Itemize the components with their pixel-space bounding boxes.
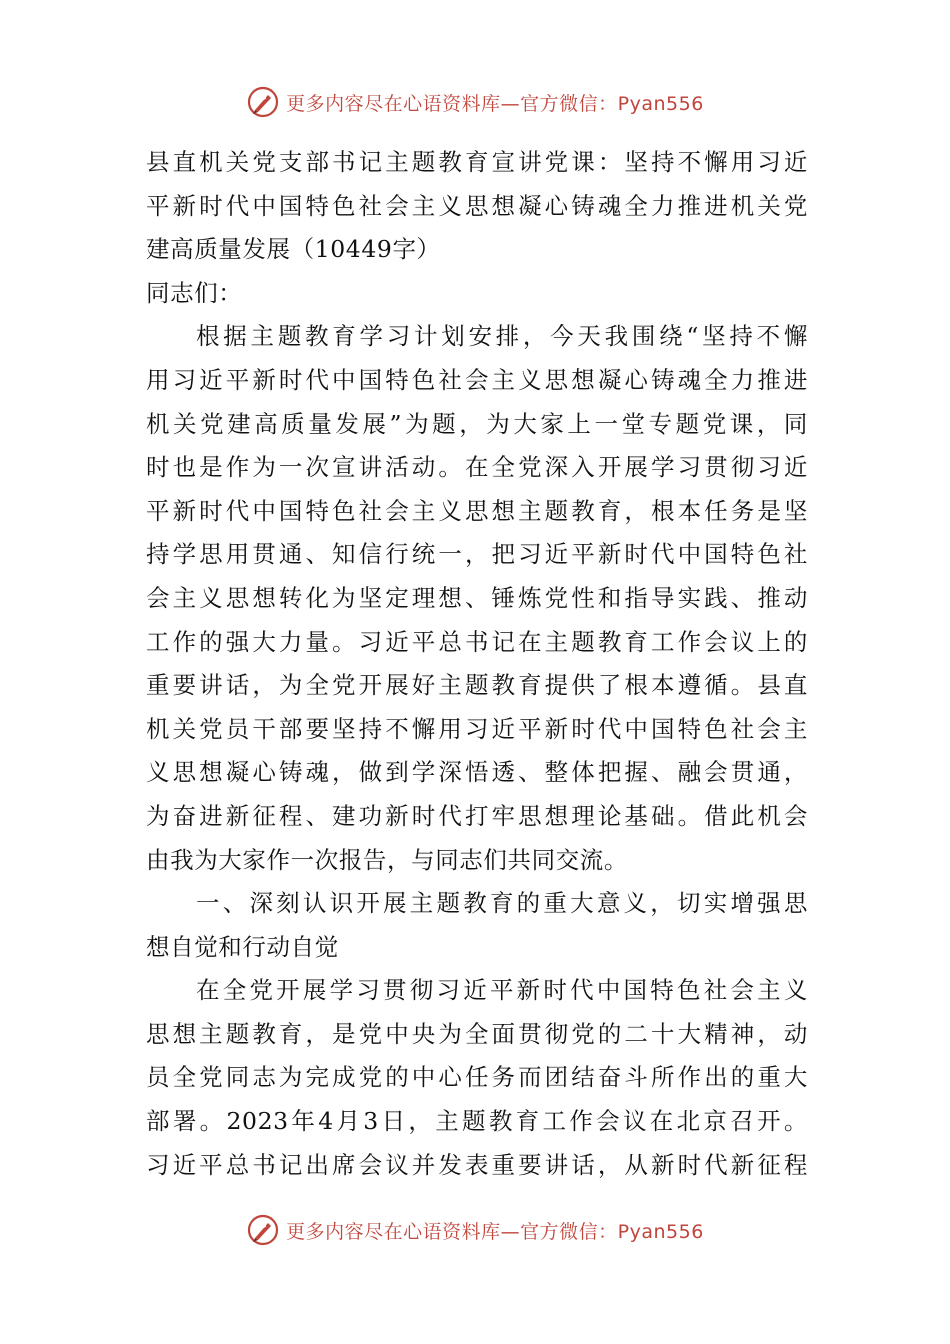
paragraph-line: 根据主题教育学习计划安排，今天我围绕“坚持不懈 <box>196 322 808 351</box>
document-body <box>146 141 808 1187</box>
paragraph-line: 机关党建高质量发展”为题，为大家上一堂专题党课，同 <box>146 409 808 438</box>
pen-logo-icon <box>246 1213 280 1247</box>
header-watermark <box>0 82 950 122</box>
paragraph-line: 重要讲话，为全党开展好主题教育提供了根本遵循。县直 <box>146 671 808 700</box>
paragraph-line: 平新时代中国特色社会主义思想主题教育，根本任务是坚 <box>146 496 808 525</box>
paragraph-line: 持学思用贯通、知信行统一，把习近平新时代中国特色社 <box>146 540 808 569</box>
section-heading-line: 想自觉和行动自觉 <box>146 932 339 961</box>
pen-logo-icon <box>246 85 280 119</box>
title-line: 建高质量发展（10449字） <box>146 235 441 264</box>
paragraph-line: 由我为大家作一次报告，与同志们共同交流。 <box>146 845 628 874</box>
title-line: 平新时代中国特色社会主义思想凝心铸魂全力推进机关党 <box>146 191 808 220</box>
paragraph-line: 用习近平新时代中国特色社会主义思想凝心铸魂全力推进 <box>146 365 808 394</box>
title-line: 县直机关党支部书记主题教育宣讲党课：坚持不懈用习近 <box>146 148 808 176</box>
footer-watermark <box>0 1210 950 1250</box>
paragraph-line: 会主义思想转化为坚定理想、锤炼党性和指导实践、推动 <box>146 583 808 612</box>
paragraph-line: 习近平总书记出席会议并发表重要讲话，从新时代新征程 <box>146 1150 808 1179</box>
watermark-text: 更多内容尽在心语资料库—官方微信：Pyan556 <box>286 92 704 115</box>
watermark-text: 更多内容尽在心语资料库—官方微信：Pyan556 <box>286 1220 704 1243</box>
paragraph-line: 思想主题教育，是党中央为全面贯彻党的二十大精神，动 <box>146 1019 808 1048</box>
paragraph-line: 时也是作为一次宣讲活动。在全党深入开展学习贯彻习近 <box>146 453 808 482</box>
paragraph-line: 员全党同志为完成党的中心任务而团结奋斗所作出的重大 <box>146 1063 808 1092</box>
paragraph-line: 为奋进新征程、建功新时代打牢思想理论基础。借此机会 <box>146 801 808 830</box>
paragraph-line: 义思想凝心铸魂，做到学深悟透、整体把握、融会贯通， <box>146 758 808 787</box>
section-heading-line: 一、深刻认识开展主题教育的重大意义，切实增强思 <box>196 889 808 918</box>
paragraph-line: 工作的强大力量。习近平总书记在主题教育工作会议上的 <box>146 627 808 656</box>
salutation: 同志们： <box>146 278 243 307</box>
paragraph-line: 机关党员干部要坚持不懈用习近平新时代中国特色社会主 <box>146 714 808 743</box>
paragraph-line: 部署。2023年4月3日，主题教育工作会议在北京召开。 <box>146 1107 808 1136</box>
paragraph-line: 在全党开展学习贯彻习近平新时代中国特色社会主义 <box>196 976 808 1005</box>
